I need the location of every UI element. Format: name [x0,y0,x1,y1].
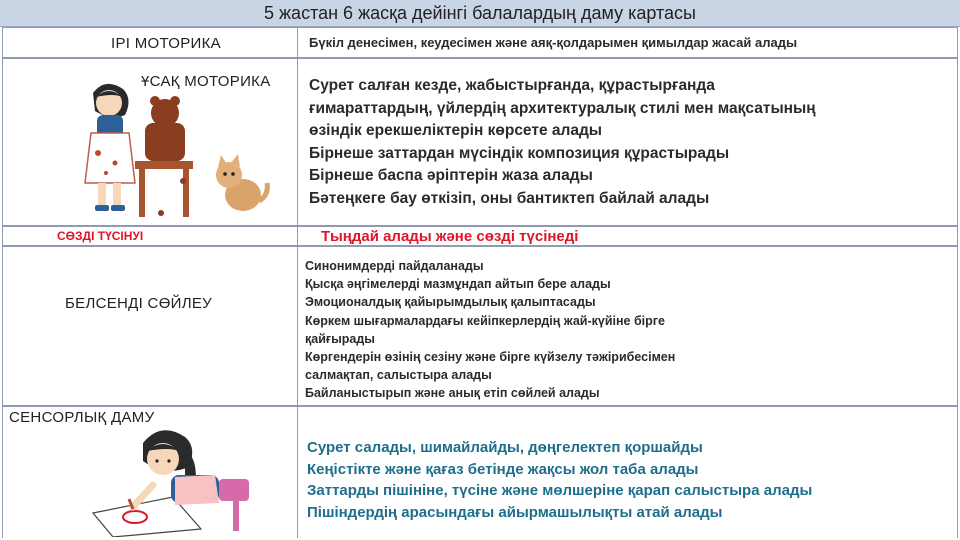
sensory-line: Пішіндердің арасындағы айырмашылықты атай алады [307,503,723,521]
column-divider [297,247,298,405]
cat-illustration [207,151,271,217]
active-speech-line: Көргендерін өзінің сезіну және бірге күйзелу тәжірибесімен [305,350,676,365]
fine-motor-line: Бірнеше баспа әріптерін жаза алады [309,167,593,184]
fine-motor-label: ҰСАҚ МОТОРИКА [141,73,271,90]
column-divider [297,59,298,225]
active-speech-label: БЕЛСЕНДІ СӨЙЛЕУ [65,295,213,312]
understanding-text: Тыңдай алады және сөзді түсінеді [321,228,579,245]
active-speech-line: қайғырады [305,331,375,346]
fine-motor-line: Бәтеңкеге бау өткізіп, оны бантиктеп байлай алады [309,189,710,207]
active-speech-line: Көркем шығармалардағы кейіпкерлердің жай-күйіне бірге [305,313,665,328]
girl-drawing-illustration [83,425,263,537]
fine-motor-text [309,75,816,210]
row-sensory [2,406,958,538]
sensory-line: Сурет салады, шимайлайды, дөңгелектеп қоршайды [307,439,703,456]
fine-motor-line: Сурет салған кезде, жабыстырғанда, құрастырғанда [309,77,715,94]
row-understanding [2,226,958,246]
fine-motor-line: ғимараттардың, үйлердің архитектуралық стилі мен мақсатының [309,99,816,117]
active-speech-text [305,257,675,403]
fine-motor-line: Бірнеше заттардан мүсіндік композиция құрастырады [309,144,730,162]
row-active-speech [2,246,958,406]
column-divider [297,28,298,57]
page-title: 5 жастан 6 жасқа дейінгі балалардың даму картасы [0,0,960,27]
active-speech-line: Синонимдерді пайдаланады [305,259,484,273]
active-speech-line: салмақтап, салыстыра алады [305,368,492,383]
sensory-line: Заттарды пішініне, түсіне және мөлшеріне қарап салыстыра алады [307,482,813,499]
sensory-label: СЕНСОРЛЫҚ ДАМУ [9,409,155,426]
active-speech-line: Эмоционалдық қайырымдылық қалыптасады [305,295,596,310]
active-speech-line: Байланыстырып және анық етіп сөйлей алады [305,386,600,401]
row-fine-motor [2,58,958,226]
column-divider [297,407,298,538]
sensory-line: Кеңістікте және қағаз бетінде жақсы жол таба алады [307,460,699,478]
fine-motor-line: өзіндік ерекшеліктерін көрсете алады [309,122,603,139]
active-speech-line: Қысқа әңгімелерді мазмұндап айтып бере алады [305,277,611,292]
gross-motor-text: Бүкіл денесімен, кеудесімен және аяқ-қолдарымен қимылдар жасай алады [309,35,798,50]
understanding-label: СӨЗДІ ТҮСІНУІ [57,229,144,243]
row-gross-motor [2,27,958,58]
column-divider [297,227,298,245]
sensory-text [307,437,812,523]
gross-motor-label: ІРІ МОТОРИКА [111,35,221,52]
